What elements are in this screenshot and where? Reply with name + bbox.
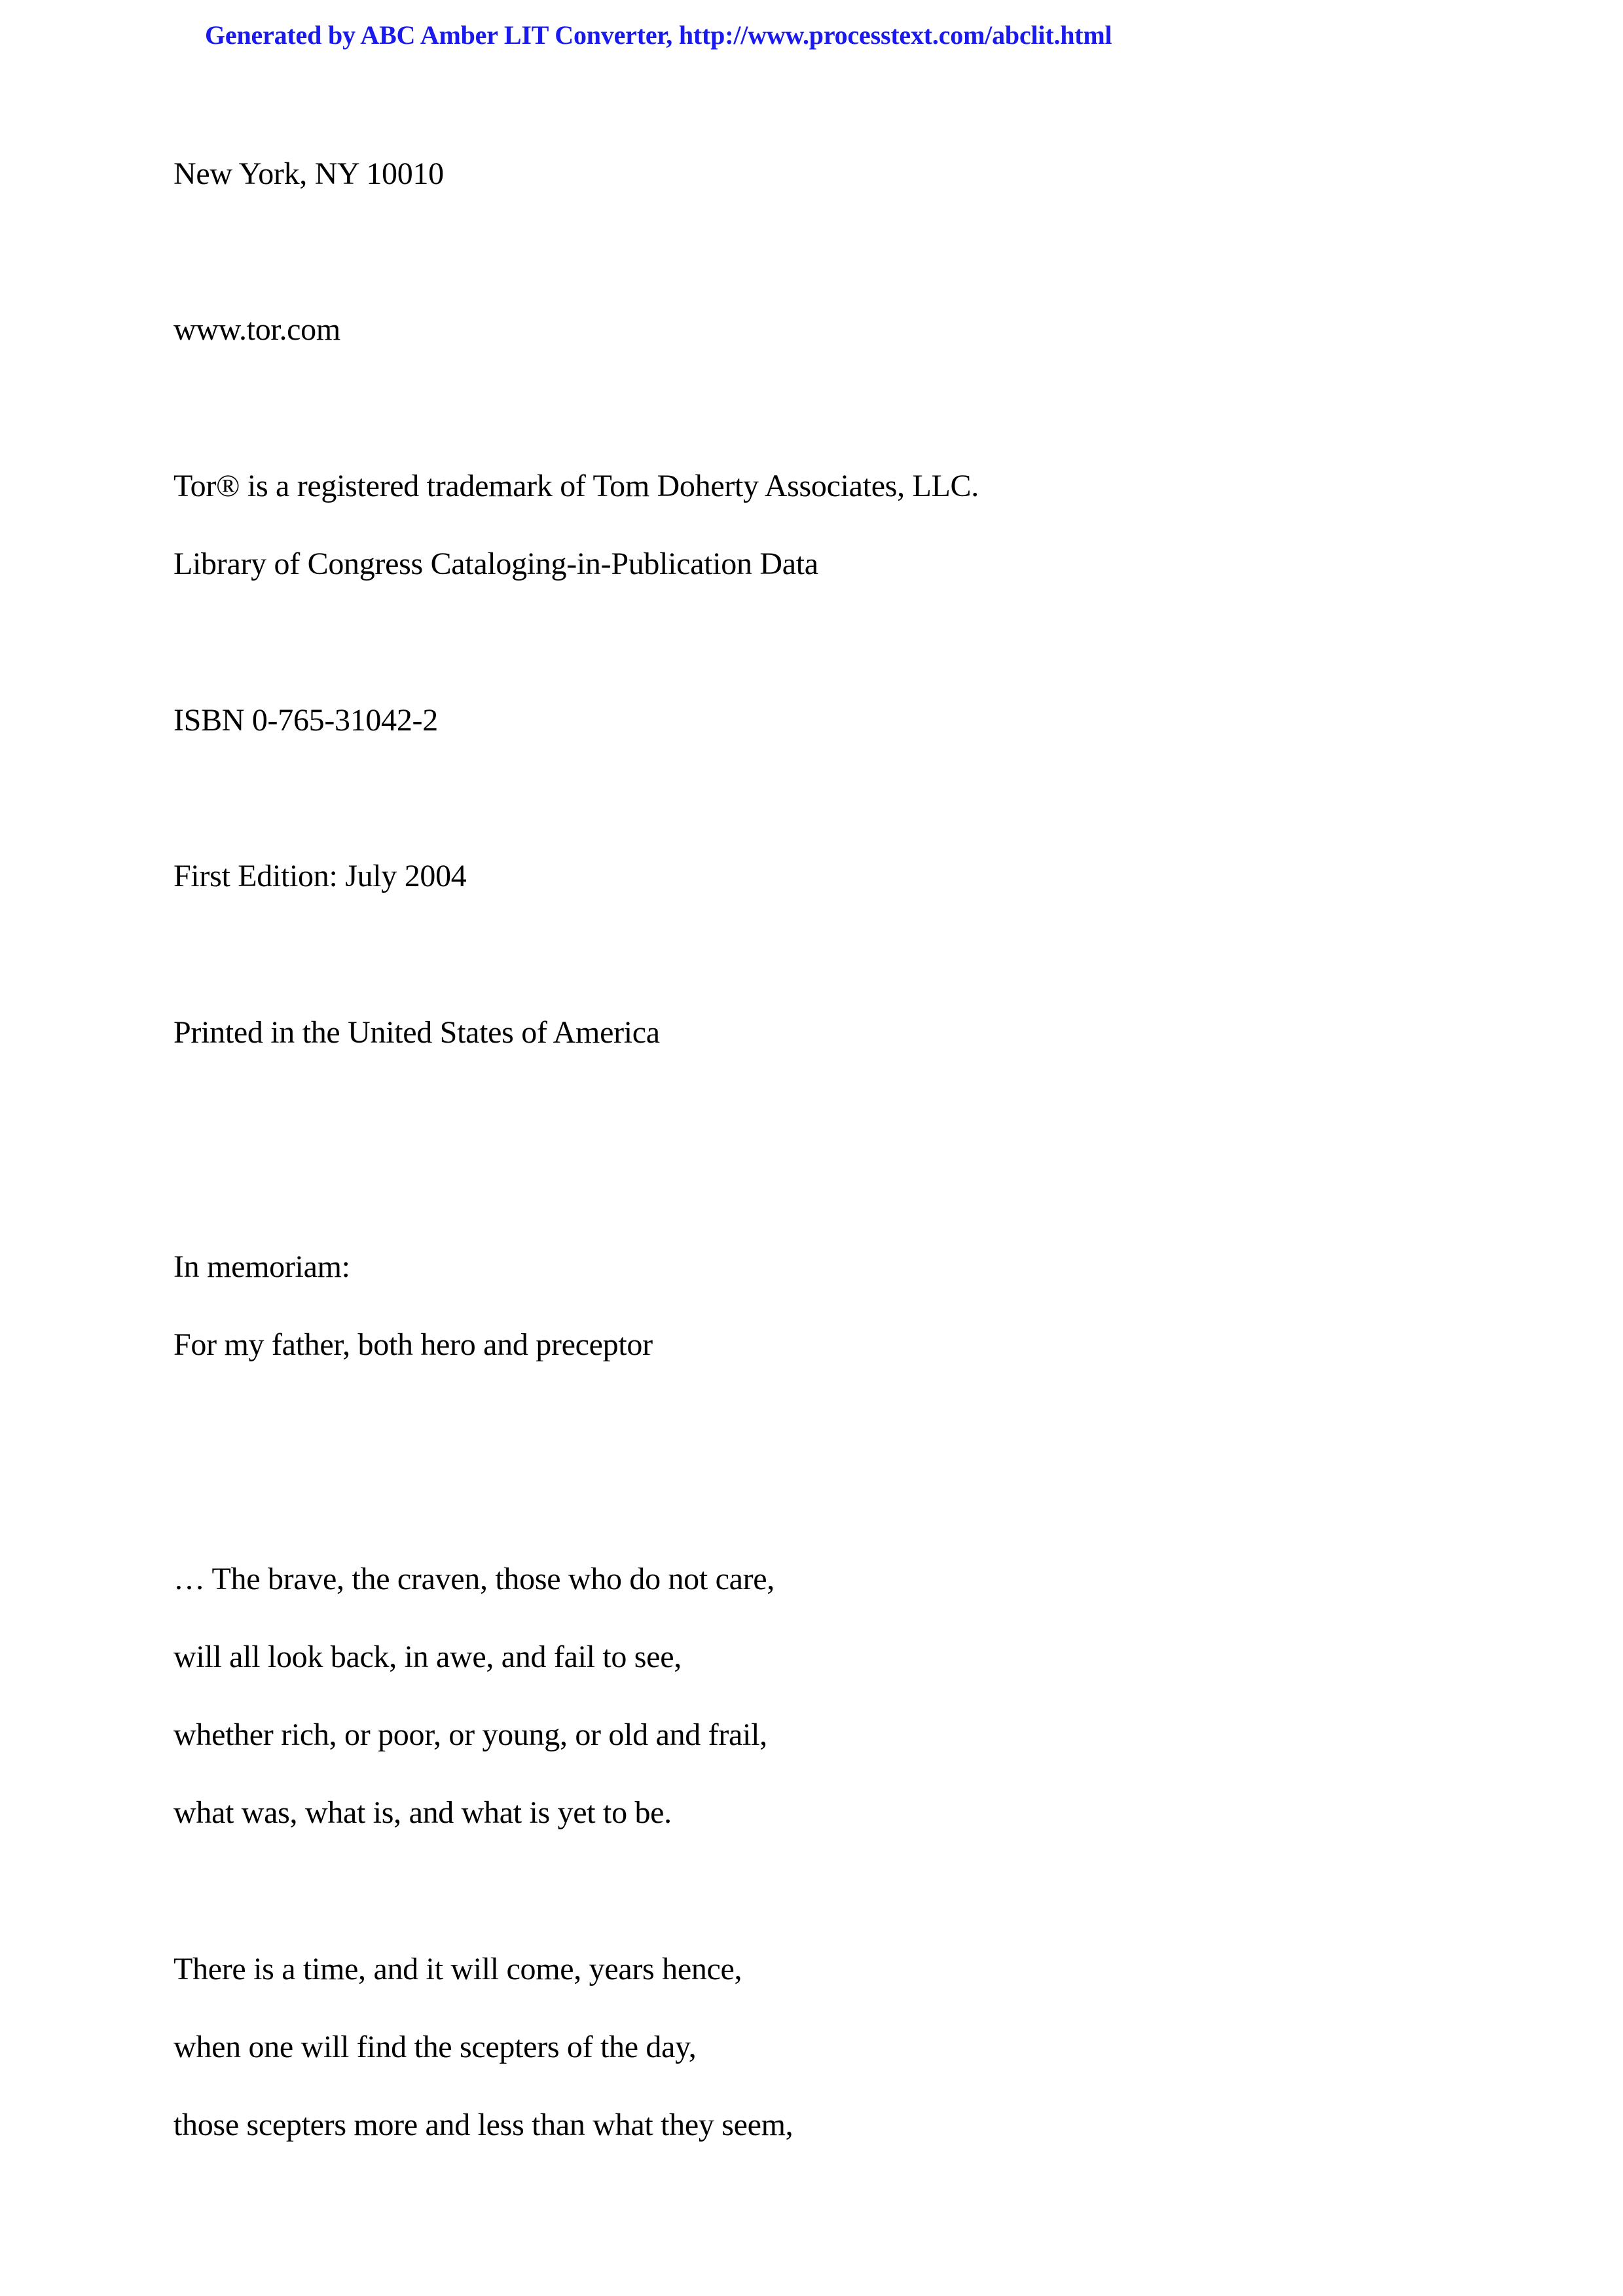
converter-banner-link[interactable]: Generated by ABC Amber LIT Converter, http://www.processtext.com/abclit.html: [205, 20, 1112, 50]
edition-line: First Edition: July 2004: [173, 859, 467, 893]
dedication-text: For my father, both hero and preceptor: [173, 1327, 653, 1362]
epigraph-line: those scepters more and less than what they seem,: [173, 2108, 793, 2142]
dedication-heading: In memoriam:: [173, 1249, 350, 1284]
epigraph-line: will all look back, in awe, and fail to see,: [173, 1640, 682, 1674]
printed-in-line: Printed in the United States of America: [173, 1015, 660, 1050]
epigraph-line: … The brave, the craven, those who do not care,: [173, 1562, 775, 1596]
cip-data-heading: Library of Congress Cataloging-in-Publication Data: [173, 547, 818, 581]
epigraph-line: There is a time, and it will come, years hence,: [173, 1952, 742, 1986]
epigraph-line: when one will find the scepters of the day,: [173, 2030, 697, 2064]
epigraph-line: what was, what is, and what is yet to be.: [173, 1795, 672, 1830]
isbn-line: ISBN 0-765-31042-2: [173, 703, 438, 738]
publisher-website: www.tor.com: [173, 312, 340, 347]
epigraph-line: whether rich, or poor, or young, or old and frail,: [173, 1717, 767, 1752]
trademark-notice: Tor® is a registered trademark of Tom Doherty Associates, LLC.: [173, 469, 979, 503]
publisher-address: New York, NY 10010: [173, 156, 444, 191]
